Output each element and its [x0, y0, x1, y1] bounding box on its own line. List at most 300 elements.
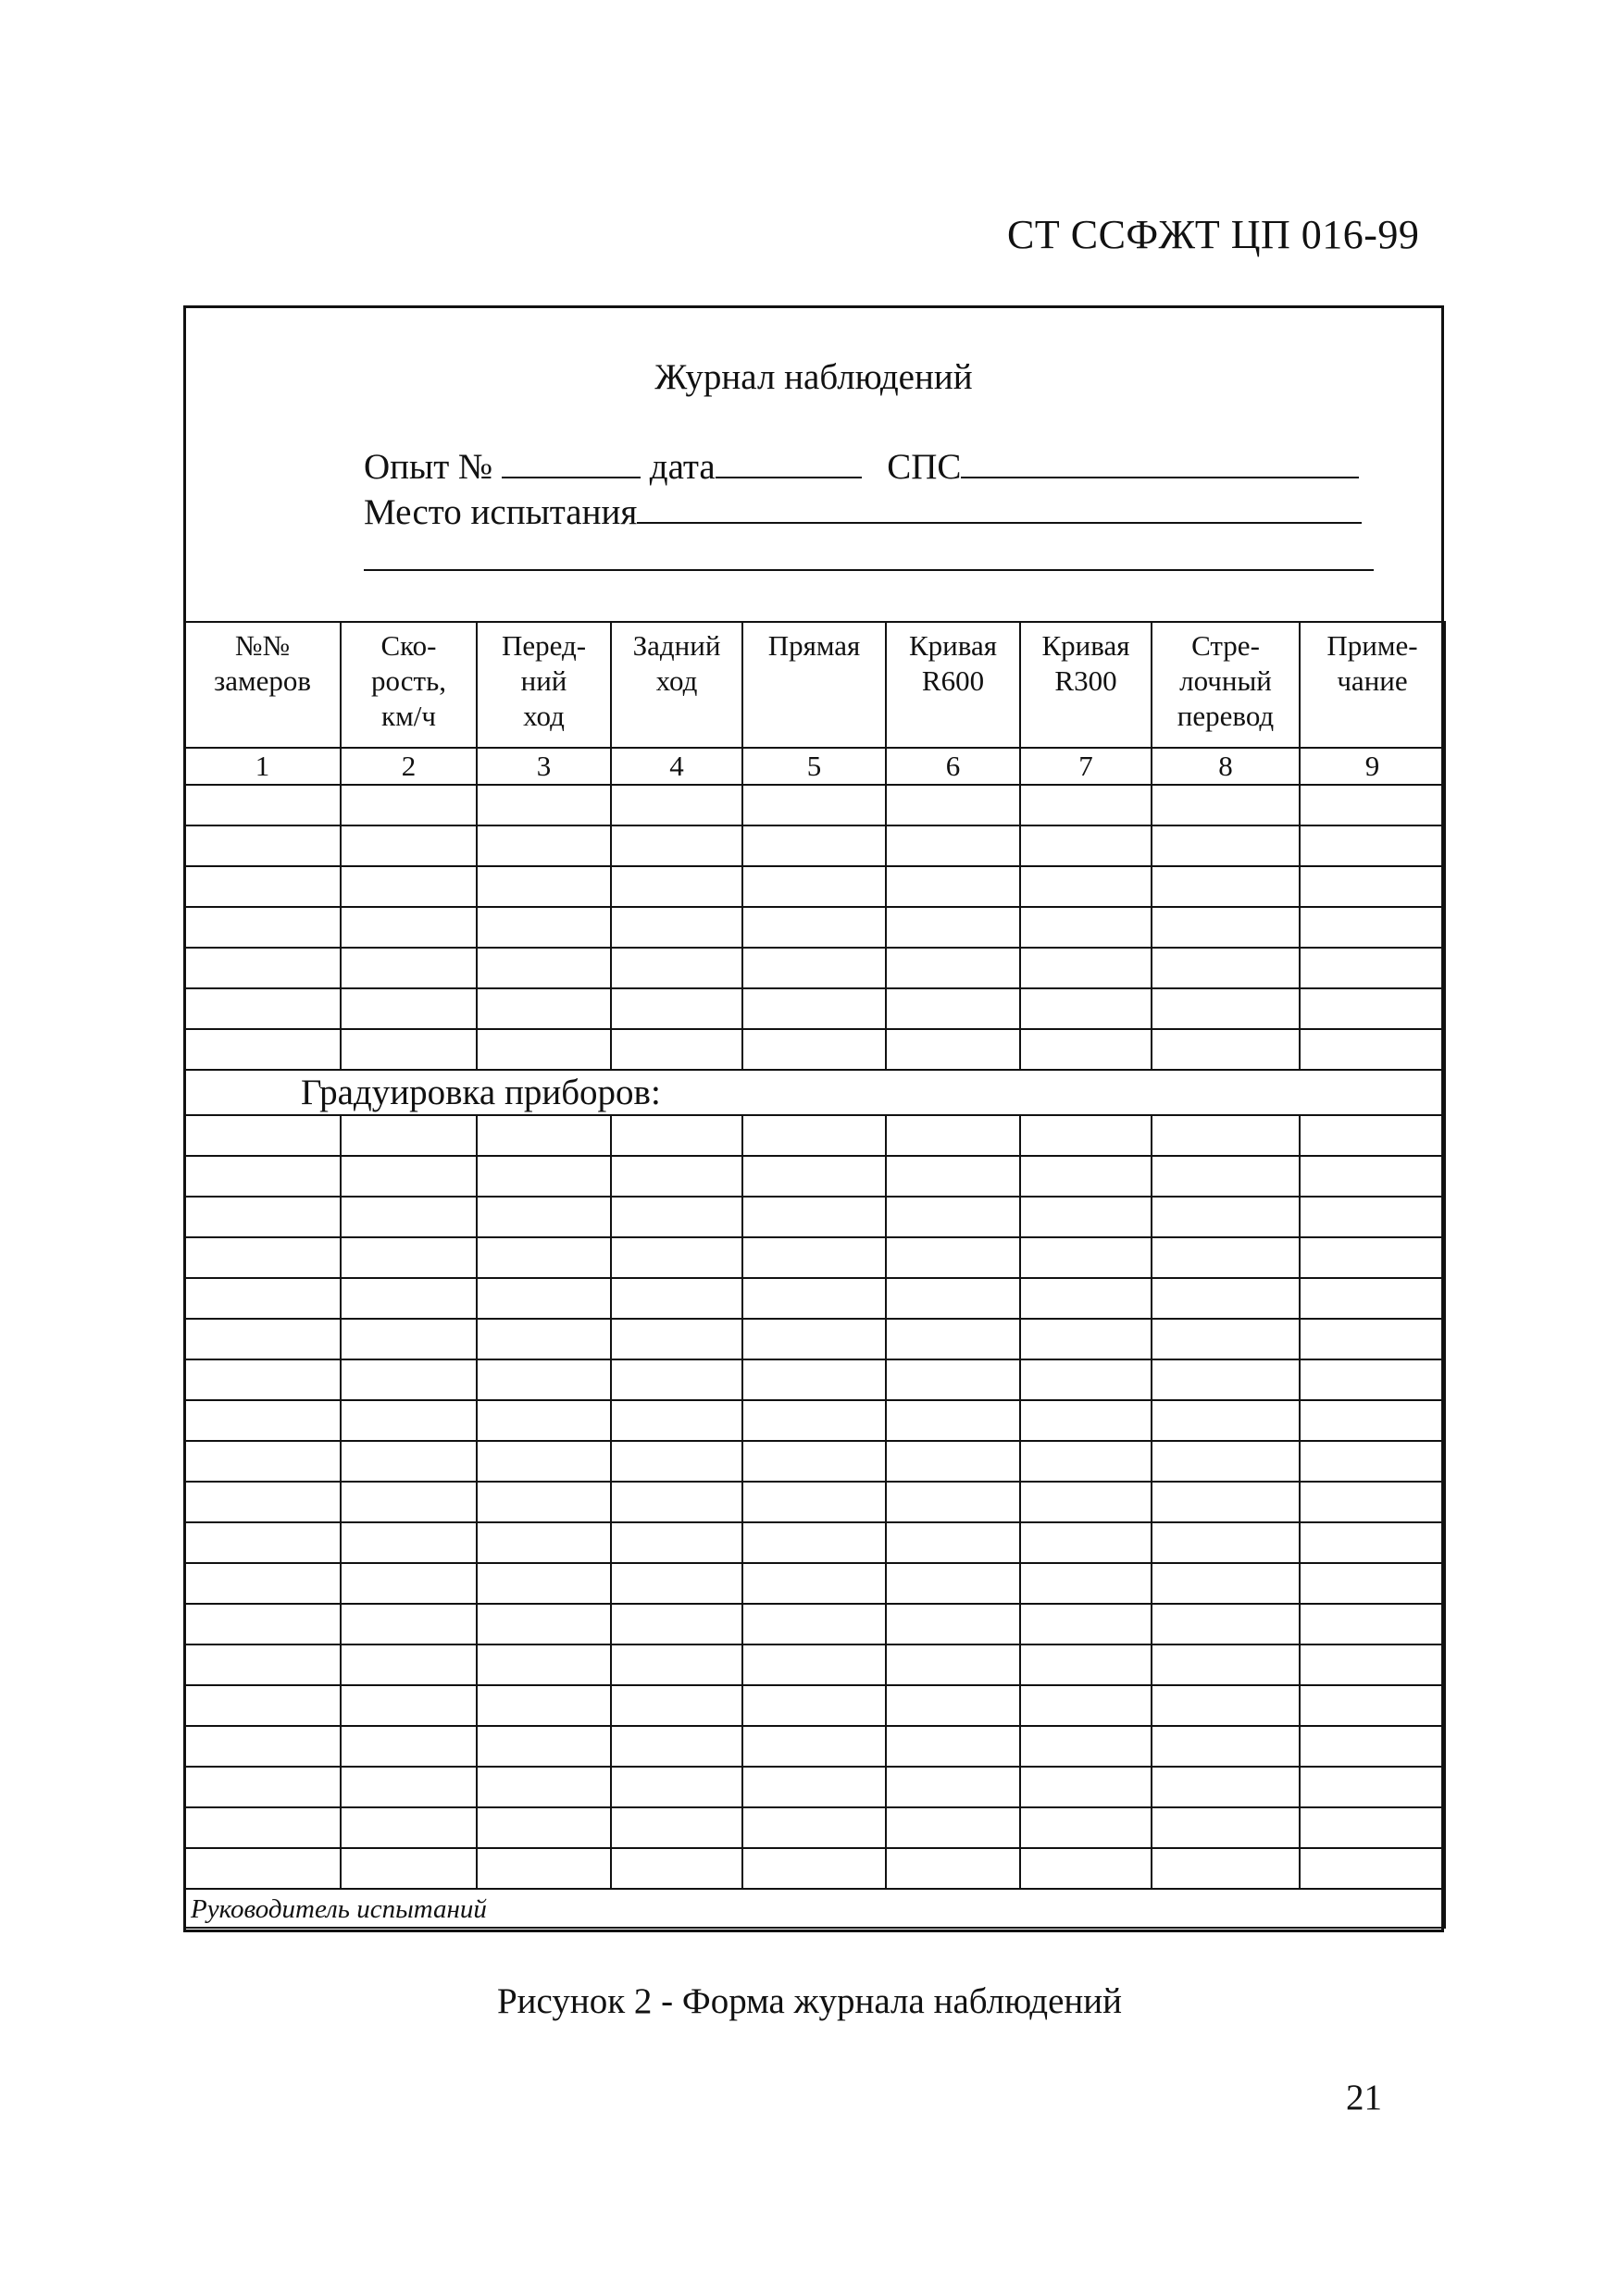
table-cell[interactable]	[1300, 1400, 1445, 1441]
table-cell[interactable]	[341, 1522, 477, 1563]
table-cell[interactable]	[886, 1197, 1020, 1237]
table-cell[interactable]	[1300, 1115, 1445, 1156]
place-line	[364, 490, 1362, 533]
table-cell[interactable]	[477, 1604, 611, 1644]
table-cell[interactable]	[477, 1029, 611, 1070]
table-cell[interactable]	[1020, 1029, 1152, 1070]
column-header	[742, 622, 886, 748]
table-cell[interactable]	[1300, 1237, 1445, 1278]
table-cell[interactable]	[886, 1482, 1020, 1522]
table-cell[interactable]	[1300, 1156, 1445, 1197]
observation-table	[183, 621, 1446, 1929]
table-cell[interactable]	[611, 1319, 742, 1359]
column-number: 6	[886, 748, 1020, 785]
table-cell[interactable]	[742, 1482, 886, 1522]
header-row	[184, 622, 1445, 748]
table-cell[interactable]	[1300, 907, 1445, 948]
table-cell[interactable]	[1300, 866, 1445, 907]
table-cell[interactable]	[341, 1319, 477, 1359]
table-cell[interactable]	[1020, 825, 1152, 866]
table-cell[interactable]	[1300, 1685, 1445, 1726]
table-row	[184, 1115, 1445, 1156]
column-number: 1	[184, 748, 341, 785]
table-row	[184, 825, 1445, 866]
table-cell[interactable]	[477, 948, 611, 988]
table-cell[interactable]	[341, 1156, 477, 1197]
table-cell[interactable]	[611, 825, 742, 866]
table-cell[interactable]	[1152, 785, 1300, 825]
table-cell[interactable]	[477, 1359, 611, 1400]
column-header-line: Приме-	[1326, 629, 1418, 662]
date-label: дата	[649, 447, 716, 487]
table-cell[interactable]	[341, 1237, 477, 1278]
table-cell[interactable]	[1300, 988, 1445, 1029]
column-header	[184, 622, 341, 748]
table-row	[184, 866, 1445, 907]
table-cell[interactable]	[1152, 1441, 1300, 1482]
table-cell[interactable]	[611, 1197, 742, 1237]
table-cell[interactable]	[611, 988, 742, 1029]
table-cell[interactable]	[341, 866, 477, 907]
table-cell[interactable]	[611, 1278, 742, 1319]
table-cell[interactable]	[1020, 1522, 1152, 1563]
signature-label: Руководитель испытаний	[184, 1889, 1445, 1928]
table-cell[interactable]	[1300, 1563, 1445, 1604]
table-cell[interactable]	[1300, 1319, 1445, 1359]
table-row	[184, 1685, 1445, 1726]
table-cell[interactable]	[184, 988, 341, 1029]
table-cell[interactable]	[1152, 1319, 1300, 1359]
table-cell[interactable]	[184, 1400, 341, 1441]
column-header-line: км/ч	[381, 699, 436, 732]
table-row	[184, 1563, 1445, 1604]
table-cell[interactable]	[1152, 988, 1300, 1029]
table-cell[interactable]	[1300, 1644, 1445, 1685]
table-cell[interactable]	[886, 1726, 1020, 1767]
table-cell[interactable]	[341, 1807, 477, 1848]
table-cell[interactable]	[341, 1767, 477, 1807]
table-cell[interactable]	[184, 1029, 341, 1070]
table-cell[interactable]	[742, 1685, 886, 1726]
table-cell[interactable]	[886, 1644, 1020, 1685]
table-cell[interactable]	[886, 1319, 1020, 1359]
table-row	[184, 988, 1445, 1029]
column-header	[1152, 622, 1300, 748]
column-header-line: Прямая	[767, 629, 861, 662]
table-cell[interactable]	[611, 1685, 742, 1726]
table-cell[interactable]	[886, 1156, 1020, 1197]
table-cell[interactable]	[611, 1237, 742, 1278]
table-cell[interactable]	[184, 1278, 341, 1319]
table-cell[interactable]	[1152, 907, 1300, 948]
table-cell[interactable]	[184, 1482, 341, 1522]
table-cell[interactable]	[477, 1644, 611, 1685]
table-cell[interactable]	[477, 1400, 611, 1441]
table-cell[interactable]	[1152, 1604, 1300, 1644]
table-cell[interactable]	[1152, 1726, 1300, 1767]
table-cell[interactable]	[341, 1400, 477, 1441]
table-cell[interactable]	[1300, 825, 1445, 866]
table-cell[interactable]	[1020, 988, 1152, 1029]
table-cell[interactable]	[184, 1359, 341, 1400]
table-row	[184, 1237, 1445, 1278]
table-cell[interactable]	[1300, 785, 1445, 825]
table-cell[interactable]	[742, 785, 886, 825]
table-cell[interactable]	[341, 1441, 477, 1482]
table-cell[interactable]	[341, 785, 477, 825]
column-header	[341, 622, 477, 748]
table-cell[interactable]	[611, 1441, 742, 1482]
table-cell[interactable]	[886, 1604, 1020, 1644]
table-cell[interactable]	[184, 866, 341, 907]
table-cell[interactable]	[886, 1767, 1020, 1807]
table-cell[interactable]	[477, 1482, 611, 1522]
table-cell[interactable]	[886, 1807, 1020, 1848]
table-cell[interactable]	[742, 1604, 886, 1644]
experiment-label: Опыт №	[364, 447, 493, 487]
table-cell[interactable]	[477, 825, 611, 866]
table-cell[interactable]	[1020, 1482, 1152, 1522]
table-cell[interactable]	[477, 1685, 611, 1726]
table-cell[interactable]	[341, 907, 477, 948]
table-cell[interactable]	[886, 1359, 1020, 1400]
table-row	[184, 1400, 1445, 1441]
table-cell[interactable]	[742, 1319, 886, 1359]
table-cell[interactable]	[477, 1197, 611, 1237]
table-cell[interactable]	[886, 988, 1020, 1029]
table-cell[interactable]	[1300, 1767, 1445, 1807]
table-cell[interactable]	[1020, 1319, 1152, 1359]
table-cell[interactable]	[477, 866, 611, 907]
table-cell[interactable]	[477, 1807, 611, 1848]
table-cell[interactable]	[742, 1726, 886, 1767]
table-cell[interactable]	[184, 1197, 341, 1237]
table-cell[interactable]	[1300, 1197, 1445, 1237]
table-cell[interactable]	[611, 1726, 742, 1767]
table-row	[184, 1644, 1445, 1685]
table-cell[interactable]	[742, 866, 886, 907]
table-cell[interactable]	[1300, 1807, 1445, 1848]
table-cell[interactable]	[1152, 1197, 1300, 1237]
table-cell[interactable]	[1020, 1807, 1152, 1848]
table-cell[interactable]	[1152, 948, 1300, 988]
table-cell[interactable]	[184, 1237, 341, 1278]
table-cell[interactable]	[184, 1604, 341, 1644]
table-cell[interactable]	[1152, 1359, 1300, 1400]
table-cell[interactable]	[742, 948, 886, 988]
column-header-line: Стре-	[1191, 629, 1260, 662]
table-cell[interactable]	[184, 1848, 341, 1889]
table-cell[interactable]	[886, 866, 1020, 907]
table-cell[interactable]	[184, 1807, 341, 1848]
table-cell[interactable]	[611, 866, 742, 907]
table-cell[interactable]	[1020, 785, 1152, 825]
place-field[interactable]	[637, 490, 1362, 524]
column-header-line: перевод	[1177, 699, 1275, 732]
table-cell[interactable]	[742, 1197, 886, 1237]
table-row	[184, 1807, 1445, 1848]
table-cell[interactable]	[886, 1029, 1020, 1070]
table-cell[interactable]	[1152, 1482, 1300, 1522]
table-cell[interactable]	[184, 825, 341, 866]
table-cell[interactable]	[886, 1563, 1020, 1604]
column-header-line: Кривая	[908, 629, 997, 662]
table-row	[184, 785, 1445, 825]
table-cell[interactable]	[742, 1441, 886, 1482]
table-cell[interactable]	[477, 1115, 611, 1156]
table-cell[interactable]	[341, 1848, 477, 1889]
table-cell[interactable]	[611, 948, 742, 988]
table-cell[interactable]	[1152, 1156, 1300, 1197]
column-number: 9	[1300, 748, 1445, 785]
table-cell[interactable]	[742, 1400, 886, 1441]
column-number: 4	[611, 748, 742, 785]
table-cell[interactable]	[1300, 1441, 1445, 1482]
table-cell[interactable]	[742, 1156, 886, 1197]
table-cell[interactable]	[886, 1685, 1020, 1726]
column-number: 8	[1152, 748, 1300, 785]
table-cell[interactable]	[886, 1278, 1020, 1319]
table-cell[interactable]	[1020, 907, 1152, 948]
table-cell[interactable]	[1020, 948, 1152, 988]
table-cell[interactable]	[742, 1563, 886, 1604]
column-header	[886, 622, 1020, 748]
table-cell[interactable]	[1300, 1726, 1445, 1767]
table-cell[interactable]	[341, 1685, 477, 1726]
column-header	[611, 622, 742, 748]
table-cell[interactable]	[611, 907, 742, 948]
experiment-line	[364, 445, 1359, 488]
table-cell[interactable]	[611, 1767, 742, 1807]
table-cell[interactable]	[477, 988, 611, 1029]
table-cell[interactable]	[611, 1848, 742, 1889]
table-cell[interactable]	[1152, 1029, 1300, 1070]
column-number: 7	[1020, 748, 1152, 785]
table-cell[interactable]	[1020, 1644, 1152, 1685]
table-cell[interactable]	[1152, 1807, 1300, 1848]
table-cell[interactable]	[742, 1807, 886, 1848]
table-cell[interactable]	[477, 1767, 611, 1807]
signature-row	[184, 1889, 1445, 1928]
table-row	[184, 1278, 1445, 1319]
table-cell[interactable]	[341, 1644, 477, 1685]
table-cell[interactable]	[477, 1278, 611, 1319]
column-header	[1020, 622, 1152, 748]
table-cell[interactable]	[1020, 1400, 1152, 1441]
table-cell[interactable]	[184, 1441, 341, 1482]
form-header	[186, 308, 1441, 621]
table-cell[interactable]	[1152, 1563, 1300, 1604]
table-cell[interactable]	[886, 825, 1020, 866]
table-cell[interactable]	[886, 1441, 1020, 1482]
table-cell[interactable]	[611, 1115, 742, 1156]
table-cell[interactable]	[742, 1644, 886, 1685]
table-row	[184, 1359, 1445, 1400]
table-cell[interactable]	[742, 1029, 886, 1070]
figure-caption: Рисунок 2 - Форма журнала наблюдений	[496, 1981, 1123, 2021]
table-cell[interactable]	[611, 1522, 742, 1563]
table-cell[interactable]	[341, 1359, 477, 1400]
date-field[interactable]	[716, 445, 862, 478]
table-cell[interactable]	[1152, 1278, 1300, 1319]
table-cell[interactable]	[341, 1197, 477, 1237]
table-row	[184, 1522, 1445, 1563]
table-cell[interactable]	[886, 1400, 1020, 1441]
table-cell[interactable]	[1020, 866, 1152, 907]
table-cell[interactable]	[1020, 1563, 1152, 1604]
table-cell[interactable]	[341, 1278, 477, 1319]
table-cell[interactable]	[477, 1848, 611, 1889]
table-cell[interactable]	[184, 907, 341, 948]
table-cell[interactable]	[341, 1482, 477, 1522]
table-cell[interactable]	[611, 1807, 742, 1848]
table-cell[interactable]	[1020, 1278, 1152, 1319]
table-cell[interactable]	[742, 1278, 886, 1319]
table-cell[interactable]	[611, 1359, 742, 1400]
observation-log-form	[183, 305, 1444, 1932]
table-cell[interactable]	[341, 1115, 477, 1156]
table-cell[interactable]	[1152, 1237, 1300, 1278]
sps-field[interactable]	[961, 445, 1359, 478]
table-cell[interactable]	[611, 785, 742, 825]
table-cell[interactable]	[1020, 1197, 1152, 1237]
table-cell[interactable]	[1020, 1115, 1152, 1156]
table-cell[interactable]	[184, 1644, 341, 1685]
table-cell[interactable]	[184, 1522, 341, 1563]
column-header-line: R600	[921, 664, 985, 697]
table-cell[interactable]	[742, 1115, 886, 1156]
table-cell[interactable]	[611, 1156, 742, 1197]
table-cell[interactable]	[184, 1767, 341, 1807]
table-cell[interactable]	[742, 1767, 886, 1807]
column-header-line: ний	[520, 664, 567, 697]
table-cell[interactable]	[1020, 1359, 1152, 1400]
table-cell[interactable]	[1020, 1685, 1152, 1726]
table-cell[interactable]	[1020, 1767, 1152, 1807]
table-cell[interactable]	[886, 785, 1020, 825]
table-row	[184, 948, 1445, 988]
table-cell[interactable]	[1152, 1522, 1300, 1563]
table-cell[interactable]	[742, 1237, 886, 1278]
table-cell[interactable]	[611, 1644, 742, 1685]
calibration-label: Градуировка приборов:	[184, 1070, 1445, 1115]
table-cell[interactable]	[1152, 1848, 1300, 1889]
column-header-line: Ско-	[380, 629, 437, 662]
table-cell[interactable]	[1300, 1604, 1445, 1644]
table-cell[interactable]	[886, 1237, 1020, 1278]
table-cell[interactable]	[341, 948, 477, 988]
table-cell[interactable]	[742, 825, 886, 866]
table-cell[interactable]	[477, 1319, 611, 1359]
table-cell[interactable]	[1020, 1156, 1152, 1197]
table-cell[interactable]	[742, 988, 886, 1029]
table-row	[184, 1156, 1445, 1197]
table-cell[interactable]	[1300, 1359, 1445, 1400]
table-cell[interactable]	[184, 1726, 341, 1767]
column-header-line: чание	[1337, 664, 1408, 697]
table-cell[interactable]	[742, 907, 886, 948]
table-cell[interactable]	[1152, 1115, 1300, 1156]
table-cell[interactable]	[742, 1848, 886, 1889]
calibration-row	[184, 1070, 1445, 1115]
table-cell[interactable]	[341, 825, 477, 866]
table-cell[interactable]	[886, 907, 1020, 948]
table-cell[interactable]	[477, 785, 611, 825]
table-row	[184, 1441, 1445, 1482]
table-cell[interactable]	[184, 1685, 341, 1726]
table-cell[interactable]	[477, 1156, 611, 1197]
table-cell[interactable]	[341, 1563, 477, 1604]
table-cell[interactable]	[886, 948, 1020, 988]
table-cell[interactable]	[477, 1726, 611, 1767]
table-cell[interactable]	[1300, 1482, 1445, 1522]
experiment-number-field[interactable]	[502, 445, 641, 478]
table-cell[interactable]	[477, 1237, 611, 1278]
place-continuation-line[interactable]	[364, 569, 1374, 571]
table-cell[interactable]	[1300, 948, 1445, 988]
table-cell[interactable]	[184, 948, 341, 988]
table-cell[interactable]	[611, 1482, 742, 1522]
table-cell[interactable]	[1152, 1685, 1300, 1726]
page-number: 21	[1346, 2078, 1382, 2117]
table-row	[184, 1726, 1445, 1767]
table-cell[interactable]	[1300, 1522, 1445, 1563]
table-cell[interactable]	[184, 1563, 341, 1604]
table-cell[interactable]	[1020, 1237, 1152, 1278]
table-cell[interactable]	[1300, 1848, 1445, 1889]
table-cell[interactable]	[742, 1522, 886, 1563]
table-cell[interactable]	[886, 1115, 1020, 1156]
table-cell[interactable]	[341, 1604, 477, 1644]
table-cell[interactable]	[611, 1604, 742, 1644]
table-cell[interactable]	[1152, 1644, 1300, 1685]
table-cell[interactable]	[886, 1848, 1020, 1889]
table-row	[184, 1197, 1445, 1237]
place-label: Место испытания	[364, 492, 638, 532]
table-cell[interactable]	[341, 988, 477, 1029]
table-cell[interactable]	[184, 785, 341, 825]
table-cell[interactable]	[1152, 1400, 1300, 1441]
table-cell[interactable]	[1152, 825, 1300, 866]
table-cell[interactable]	[184, 1156, 341, 1197]
table-cell[interactable]	[742, 1359, 886, 1400]
table-cell[interactable]	[611, 1563, 742, 1604]
column-header	[1300, 622, 1445, 748]
table-cell[interactable]	[1020, 1848, 1152, 1889]
table-cell[interactable]	[341, 1726, 477, 1767]
table-cell[interactable]	[341, 1029, 477, 1070]
table-cell[interactable]	[184, 1319, 341, 1359]
table-cell[interactable]	[886, 1522, 1020, 1563]
column-header-line: №№	[234, 629, 291, 662]
table-cell[interactable]	[1020, 1441, 1152, 1482]
table-cell[interactable]	[477, 907, 611, 948]
table-cell[interactable]	[477, 1563, 611, 1604]
column-header-line: ход	[523, 699, 565, 732]
table-cell[interactable]	[1152, 1767, 1300, 1807]
column-header-line: Перед-	[501, 629, 587, 662]
table-cell[interactable]	[1300, 1278, 1445, 1319]
table-cell[interactable]	[1020, 1604, 1152, 1644]
table-cell[interactable]	[1020, 1726, 1152, 1767]
table-cell[interactable]	[611, 1029, 742, 1070]
table-cell[interactable]	[611, 1400, 742, 1441]
table-cell[interactable]	[477, 1441, 611, 1482]
table-cell[interactable]	[1300, 1029, 1445, 1070]
table-cell[interactable]	[184, 1115, 341, 1156]
table-cell[interactable]	[1152, 866, 1300, 907]
table-cell[interactable]	[477, 1522, 611, 1563]
